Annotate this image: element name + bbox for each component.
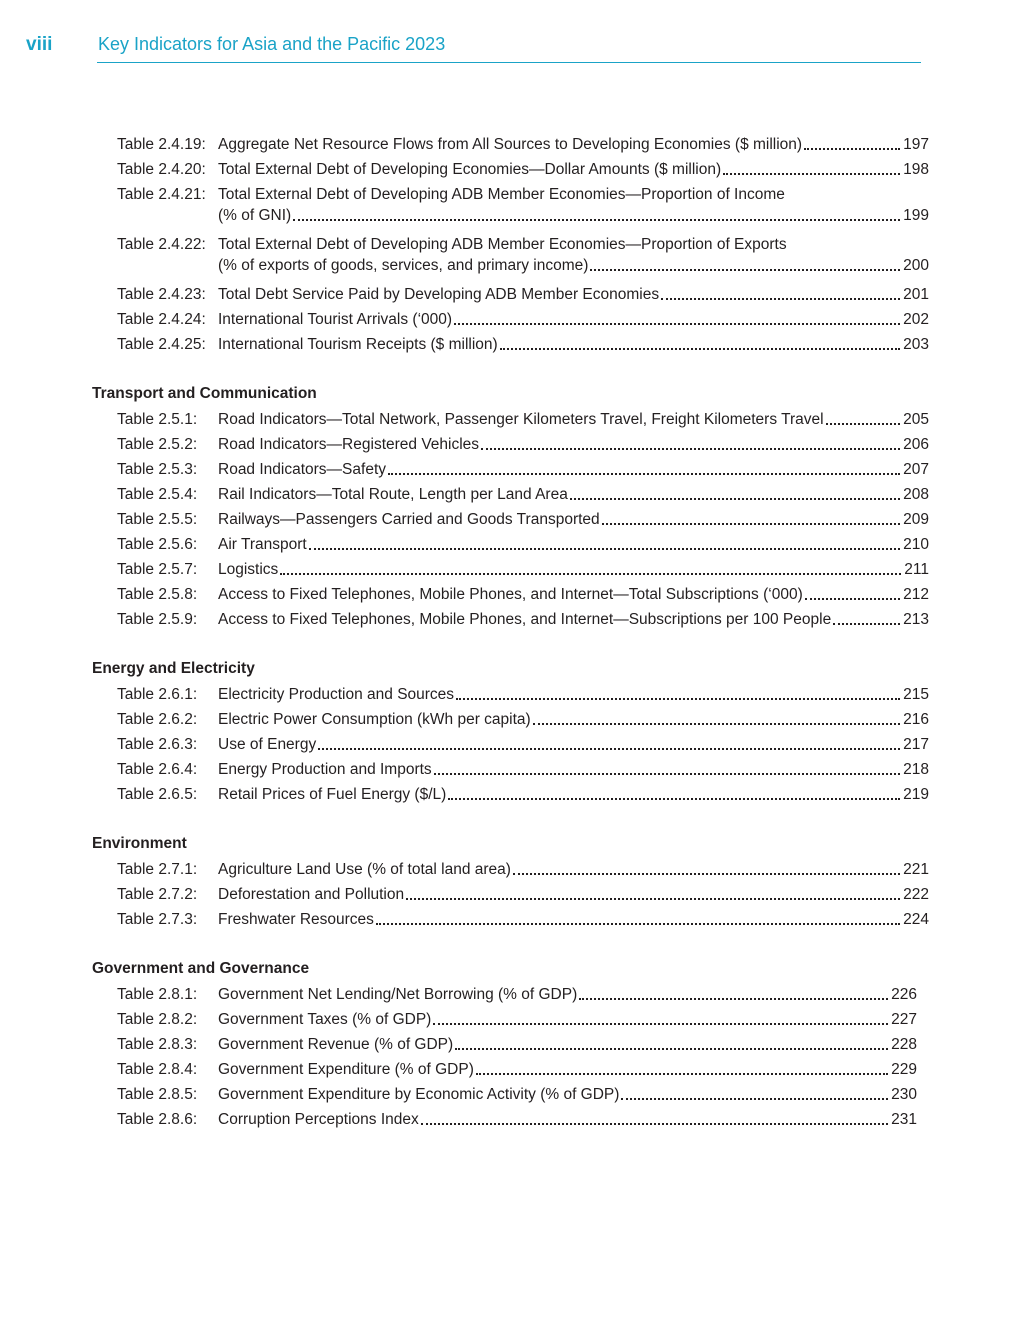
toc-entry-row xyxy=(117,334,929,355)
dot-leader xyxy=(456,698,900,700)
toc-entry[interactable] xyxy=(117,1034,917,1055)
table-title-continued: (% of GNI) xyxy=(218,207,292,224)
table-title: Freshwater Resources xyxy=(218,911,374,928)
toc-entry[interactable] xyxy=(117,434,929,455)
dot-leader xyxy=(433,1023,888,1025)
toc-entry-row xyxy=(117,609,929,630)
table-number: Table 2.7.1: xyxy=(117,861,198,878)
page-number-ref: 229 xyxy=(891,1061,917,1078)
toc-entry-row xyxy=(117,309,929,330)
page-number-ref: 217 xyxy=(903,736,929,753)
section-heading: Environment xyxy=(92,835,187,852)
table-number: Table 2.8.3: xyxy=(117,1036,198,1053)
page-number-ref: 224 xyxy=(903,911,929,928)
table-number: Table 2.6.1: xyxy=(117,686,198,703)
toc-entry[interactable] xyxy=(117,1109,917,1130)
table-title: Electricity Production and Sources xyxy=(218,686,455,703)
page-number-ref: 228 xyxy=(891,1036,917,1053)
page-number-ref: 206 xyxy=(903,436,929,453)
table-title: Energy Production and Imports xyxy=(218,761,432,778)
toc-entry[interactable] xyxy=(117,759,929,780)
toc-entry-row xyxy=(117,709,929,730)
table-title: Air Transport xyxy=(218,536,307,553)
toc-entry-row xyxy=(117,184,929,205)
dot-leader xyxy=(723,173,900,175)
table-title: Government Expenditure (% of GDP) xyxy=(218,1061,474,1078)
dot-leader xyxy=(513,873,900,875)
table-title: Access to Fixed Telephones, Mobile Phones, and Internet—Total Subscriptions (‘000) xyxy=(218,586,803,603)
table-title: Government Net Lending/Net Borrowing (% of GDP) xyxy=(218,986,578,1003)
table-title: Total External Debt of Developing ADB Member Economies—Proportion of Income xyxy=(218,186,785,203)
page-number-ref: 211 xyxy=(904,561,929,578)
page-number-ref: 208 xyxy=(903,486,929,503)
table-number: Table 2.6.2: xyxy=(117,711,198,728)
table-number: Table 2.4.20: xyxy=(117,161,206,178)
dot-leader xyxy=(434,773,900,775)
dot-leader xyxy=(590,269,900,271)
page-number-ref: 201 xyxy=(903,286,929,303)
page-header xyxy=(0,0,1020,70)
table-number: Table 2.5.8: xyxy=(117,586,198,603)
toc-entry-row xyxy=(117,859,929,880)
table-number: Table 2.6.3: xyxy=(117,736,198,753)
table-number: Table 2.5.1: xyxy=(117,411,198,428)
section-heading: Energy and Electricity xyxy=(92,660,255,677)
dot-leader xyxy=(421,1123,888,1125)
dot-leader xyxy=(309,548,900,550)
dot-leader xyxy=(455,1048,888,1050)
toc-entry[interactable] xyxy=(117,559,929,580)
toc-entry-continuation xyxy=(117,205,929,226)
table-title: Road Indicators—Registered Vehicles xyxy=(218,436,480,453)
page-number-ref: 203 xyxy=(903,336,929,353)
toc-entry[interactable] xyxy=(117,134,929,155)
table-number: Table 2.5.6: xyxy=(117,536,198,553)
table-title: Total Debt Service Paid by Developing ADB Member Economies xyxy=(218,286,660,303)
toc-entry-row xyxy=(117,984,917,1005)
toc-entry[interactable] xyxy=(117,459,929,480)
toc-entry-row xyxy=(117,459,929,480)
dot-leader xyxy=(500,348,900,350)
table-title: Logistics xyxy=(218,561,279,578)
toc-entry-row xyxy=(117,1009,917,1030)
page-number-ref: 215 xyxy=(903,686,929,703)
toc-entry-row xyxy=(117,734,929,755)
table-number: Table 2.8.6: xyxy=(117,1111,198,1128)
dot-leader xyxy=(533,723,900,725)
dot-leader xyxy=(481,448,900,450)
toc-entry-row xyxy=(117,409,929,430)
table-number: Table 2.6.5: xyxy=(117,786,198,803)
dot-leader xyxy=(318,748,900,750)
toc-entry-row xyxy=(117,1084,917,1105)
page-number-ref: 197 xyxy=(903,136,929,153)
toc-entry-row xyxy=(117,784,929,805)
toc-entry[interactable] xyxy=(117,509,929,530)
dot-leader xyxy=(388,473,900,475)
table-title: Deforestation and Pollution xyxy=(218,886,405,903)
toc-entry[interactable] xyxy=(117,784,929,805)
toc-entry[interactable] xyxy=(117,534,929,555)
toc-entry-continuation xyxy=(117,255,929,276)
table-number: Table 2.8.1: xyxy=(117,986,198,1003)
toc-entry-row xyxy=(117,509,929,530)
dot-leader xyxy=(621,1098,888,1100)
toc-entry-row xyxy=(117,234,929,255)
toc-entry[interactable] xyxy=(117,1009,917,1030)
toc-entry[interactable] xyxy=(117,1084,917,1105)
table-title: Corruption Perceptions Index xyxy=(218,1111,419,1128)
table-number: Table 2.4.25: xyxy=(117,336,206,353)
page-number-ref: 222 xyxy=(903,886,929,903)
page-number-ref: 209 xyxy=(903,511,929,528)
table-title: International Tourism Receipts ($ million) xyxy=(218,336,498,353)
dot-leader xyxy=(293,219,900,221)
running-title: Key Indicators for Asia and the Pacific 2023 xyxy=(98,34,446,54)
page-number-ref: 227 xyxy=(891,1011,917,1028)
table-title: Agriculture Land Use (% of total land area) xyxy=(218,861,511,878)
table-title: Road Indicators—Total Network, Passenger Kilometers Travel, Freight Kilometers Travel xyxy=(218,411,824,428)
table-number: Table 2.6.4: xyxy=(117,761,198,778)
dot-leader xyxy=(804,148,900,150)
page-number-ref: 221 xyxy=(903,861,929,878)
toc-entry-row xyxy=(117,534,929,555)
table-title: Electric Power Consumption (kWh per capita) xyxy=(218,711,531,728)
table-title: Aggregate Net Resource Flows from All Sources to Developing Economies ($ million) xyxy=(218,136,803,153)
toc-entry-row xyxy=(117,684,929,705)
table-title: Government Revenue (% of GDP) xyxy=(218,1036,454,1053)
toc-entry[interactable] xyxy=(117,284,929,305)
toc-entry-row xyxy=(117,909,929,930)
page-number-ref: 205 xyxy=(903,411,929,428)
table-title: Use of Energy xyxy=(218,736,317,753)
table-number: Table 2.5.3: xyxy=(117,461,198,478)
page-number-ref: 216 xyxy=(903,711,929,728)
toc-entry-row xyxy=(117,134,929,155)
toc-entry[interactable] xyxy=(117,584,929,605)
table-number: Table 2.4.24: xyxy=(117,311,206,328)
page-number-ref: 202 xyxy=(903,311,929,328)
table-title: Rail Indicators—Total Route, Length per Land Area xyxy=(218,486,568,503)
dot-leader xyxy=(476,1073,888,1075)
table-number: Table 2.5.7: xyxy=(117,561,198,578)
toc-entry-row xyxy=(117,1109,917,1130)
toc-entry[interactable] xyxy=(117,734,929,755)
toc-entry-row xyxy=(117,1034,917,1055)
dot-leader xyxy=(805,598,900,600)
page-number-ref: 200 xyxy=(903,257,929,274)
toc-entry[interactable] xyxy=(117,684,929,705)
toc-entry[interactable] xyxy=(117,159,929,180)
table-title: Retail Prices of Fuel Energy ($/L) xyxy=(218,786,447,803)
dot-leader xyxy=(406,898,900,900)
page-number-ref: 199 xyxy=(903,207,929,224)
toc-entry[interactable] xyxy=(117,484,929,505)
table-number: Table 2.4.21: xyxy=(117,186,206,203)
page-number-ref: 198 xyxy=(903,161,929,178)
table-number: Table 2.5.4: xyxy=(117,486,198,503)
table-title: Total External Debt of Developing Economies—Dollar Amounts ($ million) xyxy=(218,161,722,178)
toc-entry[interactable] xyxy=(117,309,929,330)
toc-entry-row xyxy=(117,159,929,180)
dot-leader xyxy=(579,998,888,1000)
page-number-ref: 207 xyxy=(903,461,929,478)
dot-leader xyxy=(833,623,900,625)
toc-entry-row xyxy=(117,884,929,905)
page-number-ref: 219 xyxy=(903,786,929,803)
table-number: Table 2.4.22: xyxy=(117,236,206,253)
table-title: International Tourist Arrivals (‘000) xyxy=(218,311,453,328)
dot-leader xyxy=(448,798,900,800)
dot-leader xyxy=(602,523,900,525)
table-number: Table 2.5.9: xyxy=(117,611,198,628)
table-title: Total External Debt of Developing ADB Member Economies—Proportion of Exports xyxy=(218,236,787,253)
table-number: Table 2.4.19: xyxy=(117,136,206,153)
table-number: Table 2.5.2: xyxy=(117,436,198,453)
header-rule xyxy=(97,62,921,63)
table-number: Table 2.8.4: xyxy=(117,1061,198,1078)
table-title-continued: (% of exports of goods, services, and primary income) xyxy=(218,257,589,274)
table-number: Table 2.4.23: xyxy=(117,286,206,303)
toc-entry-row xyxy=(117,584,929,605)
dot-leader xyxy=(826,423,901,425)
toc-entry[interactable] xyxy=(117,334,929,355)
toc-entry-row xyxy=(117,484,929,505)
page-number-ref: 226 xyxy=(891,986,917,1003)
toc-entry[interactable] xyxy=(117,884,929,905)
toc-entry[interactable] xyxy=(117,234,929,276)
table-title: Government Expenditure by Economic Activity (% of GDP) xyxy=(218,1086,620,1103)
section-heading: Transport and Communication xyxy=(92,385,317,402)
toc-entry[interactable] xyxy=(117,984,917,1005)
toc-entry-row xyxy=(117,1059,917,1080)
table-number: Table 2.7.2: xyxy=(117,886,198,903)
page-number-ref: 230 xyxy=(891,1086,917,1103)
page-number-ref: 210 xyxy=(903,536,929,553)
table-number: Table 2.5.5: xyxy=(117,511,198,528)
table-title: Road Indicators—Safety xyxy=(218,461,387,478)
table-number: Table 2.8.2: xyxy=(117,1011,198,1028)
toc-entry-row xyxy=(117,759,929,780)
toc-entry[interactable] xyxy=(117,709,929,730)
toc-entry-row xyxy=(117,284,929,305)
page-number-ref: 212 xyxy=(903,586,929,603)
table-number: Table 2.8.5: xyxy=(117,1086,198,1103)
table-title: Railways—Passengers Carried and Goods Transported xyxy=(218,511,600,528)
dot-leader xyxy=(661,298,900,300)
page-number: viii xyxy=(26,34,53,55)
page-number-ref: 218 xyxy=(903,761,929,778)
page-number-ref: 231 xyxy=(891,1111,917,1128)
toc-entry-row xyxy=(117,559,929,580)
section-heading: Government and Governance xyxy=(92,960,310,977)
dot-leader xyxy=(280,573,901,575)
toc-entry[interactable] xyxy=(117,609,929,630)
dot-leader xyxy=(570,498,900,500)
toc-entry[interactable] xyxy=(117,409,929,430)
toc-entry[interactable] xyxy=(117,184,929,226)
dot-leader xyxy=(376,923,900,925)
dot-leader xyxy=(454,323,900,325)
toc-entry[interactable] xyxy=(117,909,929,930)
toc-entry[interactable] xyxy=(117,859,929,880)
toc-entry-row xyxy=(117,434,929,455)
toc-entry[interactable] xyxy=(117,1059,917,1080)
page-number-ref: 213 xyxy=(903,611,929,628)
table-title: Government Taxes (% of GDP) xyxy=(218,1011,432,1028)
table-title: Access to Fixed Telephones, Mobile Phones, and Internet—Subscriptions per 100 People xyxy=(218,611,832,628)
table-number: Table 2.7.3: xyxy=(117,911,198,928)
